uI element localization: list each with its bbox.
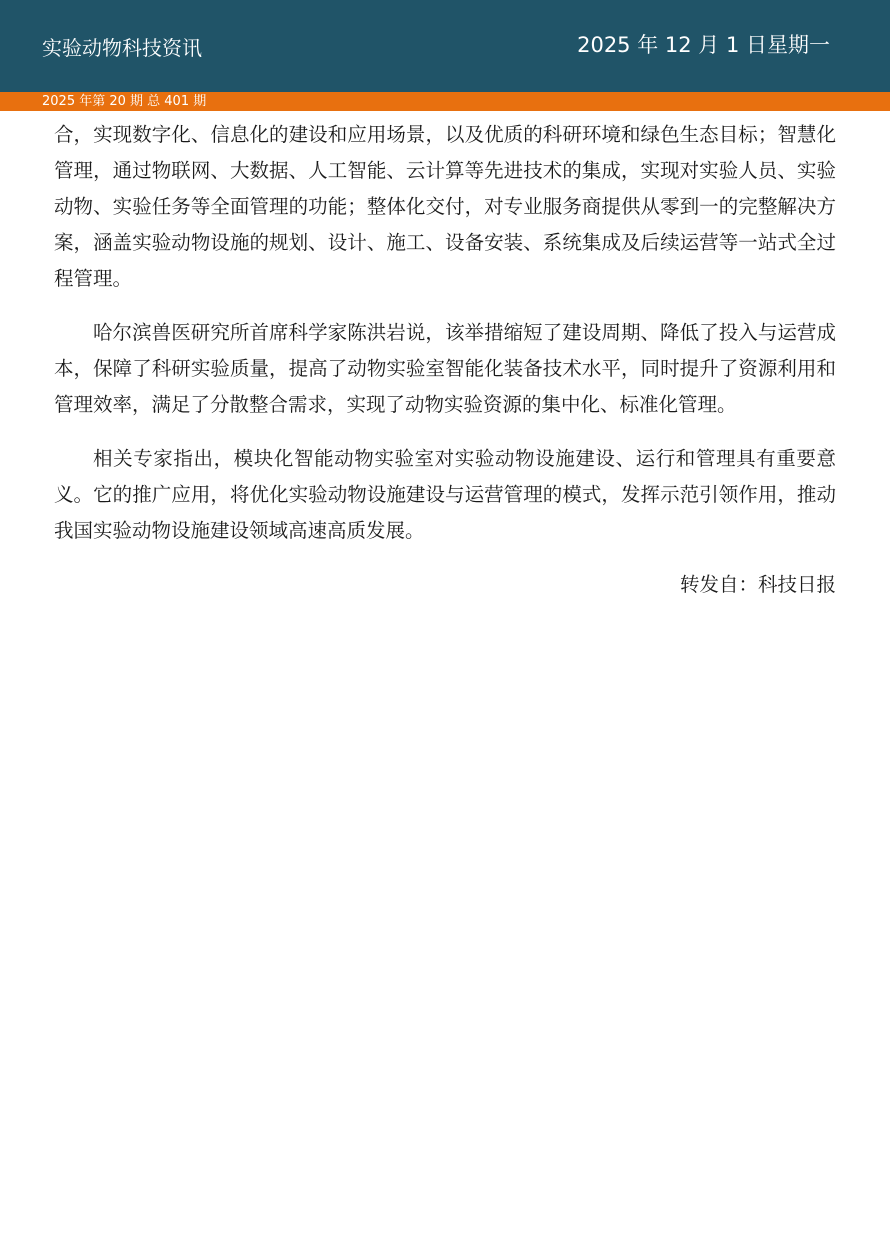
article-paragraph-quote: 哈尔滨兽医研究所首席科学家陈洪岩说，该举措缩短了建设周期、降低了投入与运营成本，保障了科研实验质量，提高了动物实验室智能化装备技术水平，同时提升了资源利用和管理效率，满足了分散整合需求，实现了动物实验资源的集中化、标准化管理。 bbox=[54, 321, 836, 416]
article-source: 转发自：科技日报 bbox=[679, 573, 836, 596]
issue-number: 2025 年第 20 期 总 401 期 bbox=[42, 94, 207, 109]
article-paragraph-experts: 相关专家指出，模块化智能动物实验室对实验动物设施建设、运行和管理具有重要意义。它的推广应用，将优化实验动物设施建设与运营管理的模式，发挥示范引领作用，推动我国实验动物设施建设领域高速高质发展。 bbox=[54, 447, 836, 542]
header-bar bbox=[0, 0, 890, 92]
publication-date: 2025 年 12 月 1 日星期一 bbox=[577, 33, 830, 57]
article-body bbox=[54, 117, 836, 603]
issue-strip bbox=[0, 92, 890, 111]
publication-title: 实验动物科技资讯 bbox=[42, 36, 202, 60]
article-paragraph-continued: 合，实现数字化、信息化的建设和应用场景，以及优质的科研环境和绿色生态目标；智慧化管理，通过物联网、大数据、人工智能、云计算等先进技术的集成，实现对实验人员、实验动物、实验任务等全面管理的功能；整体化交付，对专业服务商提供从零到一的完整解决方案，涵盖实验动物设施的规划、设计、施工、设备安装、系统集成及后续运营等一站式全过程管理。 bbox=[54, 123, 836, 290]
